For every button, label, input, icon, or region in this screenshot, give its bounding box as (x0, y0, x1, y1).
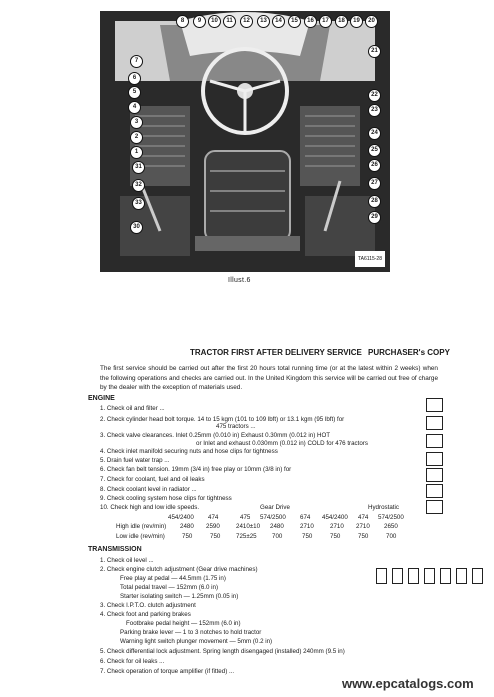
engine-heading: ENGINE (88, 395, 115, 402)
engine-check-box[interactable] (426, 434, 443, 448)
trans-item-4a: Footbrake pedal height — 152mm (6.0 in) (126, 620, 241, 627)
transmission-check-box[interactable] (472, 568, 483, 584)
transmission-check-box[interactable] (440, 568, 451, 584)
callout-31: 31 (132, 161, 145, 174)
callout-18: 18 (335, 15, 348, 28)
low-idle-label: Low idle (rev/min) (116, 533, 165, 540)
engine-check-box[interactable] (426, 416, 443, 430)
engine-item-3: 3. Check valve clearances. Inlet 0.25mm (0.010 in) Exhaust 0.30mm (0.012 in) HOT (100, 432, 331, 439)
engine-check-box[interactable] (426, 452, 443, 466)
cab-interior-drawing (100, 11, 390, 272)
high-idle-1: 2480 (180, 523, 194, 530)
trans-item-3: 3. Check I.P.T.O. clutch adjustment (100, 602, 196, 609)
engine-item-7: 7. Check for coolant, fuel and oil leaks (100, 476, 205, 483)
trans-item-4: 4. Check foot and parking brakes (100, 611, 191, 618)
model-7: 474 (358, 514, 369, 521)
callout-6: 6 (128, 72, 141, 85)
engine-item-3b: or Inlet and exhaust 0.030mm (0.012 in) COLD for 476 tractors (196, 440, 368, 447)
callout-20: 20 (365, 15, 378, 28)
watermark[interactable]: www.epcatalogs.com (342, 676, 474, 691)
callout-32: 32 (132, 179, 145, 192)
engine-check-box[interactable] (426, 398, 443, 412)
low-idle-6: 750 (330, 533, 341, 540)
low-idle-7: 750 (358, 533, 369, 540)
callout-27: 27 (368, 177, 381, 190)
transmission-check-box[interactable] (376, 568, 387, 584)
high-idle-3: 2410±10 (236, 523, 261, 530)
intro-paragraph: The first service should be carried out after the first 20 hours total running time (or at the latest within 2 weeks) when the following operations and checks are carried out. In the United Kingdom this service will be carried out free of charge by the dealer with the exception of materials used. (100, 365, 438, 392)
callout-4: 4 (128, 101, 141, 114)
high-idle-2: 2590 (206, 523, 220, 530)
callout-28: 28 (368, 195, 381, 208)
engine-item-2: 2. Check cylinder head bolt torque. 14 to 15 kgm (101 to 109 lbft) or 13.1 kgm (95 lbft) for (100, 416, 345, 423)
figure-caption: Illust.6 (228, 277, 251, 284)
trans-item-2a: Free play at pedal — 44.5mm (1.75 in) (120, 575, 226, 582)
callout-26: 26 (368, 159, 381, 172)
high-idle-8: 2650 (384, 523, 398, 530)
model-4: 574/2500 (260, 514, 286, 521)
callout-15: 15 (288, 15, 301, 28)
trans-item-4b: Parking brake lever — 1 to 3 notches to hold tractor (120, 629, 262, 636)
engine-check-box[interactable] (426, 484, 443, 498)
trans-item-6: 6. Check for oil leaks ... (100, 658, 165, 665)
callout-10: 10 (208, 15, 221, 28)
callout-19: 19 (350, 15, 363, 28)
trans-item-2b: Total pedal travel — 152mm (6.0 in) (120, 584, 219, 591)
trans-item-4c: Warning light switch plunger movement — 5mm (0.2 in) (120, 638, 273, 645)
trans-item-7: 7. Check operation of torque amplifier (if fitted) ... (100, 668, 235, 675)
callout-13: 13 (257, 15, 270, 28)
engine-item-9: 9. Check cooling system hose clips for tightness (100, 495, 232, 502)
low-idle-5: 750 (302, 533, 313, 540)
engine-item-1: 1. Check oil and filter ... (100, 405, 165, 412)
callout-7: 7 (130, 55, 143, 68)
engine-item-6: 6. Check fan belt tension. 19mm (3/4 in) free play or 10mm (3/8 in) for (100, 466, 292, 473)
callout-33: 33 (132, 197, 145, 210)
callout-12: 12 (240, 15, 253, 28)
transmission-heading: TRANSMISSION (88, 546, 142, 553)
callout-30: 30 (130, 221, 143, 234)
callout-22: 22 (368, 89, 381, 102)
transmission-check-box[interactable] (408, 568, 419, 584)
engine-item-2b: 475 tractors ... (216, 423, 256, 430)
callout-1: 1 (130, 146, 143, 159)
callout-14: 14 (272, 15, 285, 28)
high-idle-label: High idle (rev/min) (116, 523, 167, 530)
trans-item-1: 1. Check oil level ... (100, 557, 154, 564)
trans-item-2c: Starter isolating switch — 1.25mm (0.05 in) (120, 593, 239, 600)
low-idle-4: 700 (272, 533, 283, 540)
page-title: TRACTOR FIRST AFTER DELIVERY SERVICE (190, 348, 362, 357)
model-8: 574/2500 (378, 514, 404, 521)
hydrostatic-label: Hydrostatic (368, 504, 399, 511)
callout-25: 25 (368, 144, 381, 157)
low-idle-2: 750 (210, 533, 221, 540)
gear-drive-label: Gear Drive (260, 504, 290, 511)
callout-16: 16 (304, 15, 317, 28)
model-1: 454/2400 (168, 514, 194, 521)
engine-check-box[interactable] (426, 468, 443, 482)
callout-11: 11 (223, 15, 236, 28)
engine-item-10: 10. Check high and low idle speeds. (100, 504, 200, 511)
engine-check-box[interactable] (426, 500, 443, 514)
trans-item-2: 2. Check engine clutch adjustment (Gear drive machines) (100, 566, 258, 573)
model-2: 474 (208, 514, 219, 521)
high-idle-6: 2710 (330, 523, 344, 530)
high-idle-7: 2710 (356, 523, 370, 530)
callout-24: 24 (368, 127, 381, 140)
tractor-cab-photo (100, 11, 390, 272)
model-6: 454/2400 (322, 514, 348, 521)
engine-item-8: 8. Check coolant level in radiator ... (100, 486, 197, 493)
low-idle-3: 725±25 (236, 533, 257, 540)
model-3: 475 (240, 514, 251, 521)
callout-23: 23 (368, 104, 381, 117)
callout-2: 2 (130, 131, 143, 144)
callout-21: 21 (368, 45, 381, 58)
trans-item-5: 5. Check differential lock adjustment. Spring length disengaged (installed) 240mm (9.5 in) (100, 648, 345, 655)
callout-3: 3 (130, 116, 143, 129)
figure-code: TA6115-28 (358, 256, 382, 262)
copy-label: PURCHASER's COPY (368, 348, 450, 357)
callout-29: 29 (368, 211, 381, 224)
transmission-check-box[interactable] (424, 568, 435, 584)
engine-item-4: 4. Check inlet manifold securing nuts and hose clips for tightness (100, 448, 278, 455)
low-idle-1: 750 (182, 533, 193, 540)
callout-8: 8 (176, 15, 189, 28)
callout-9: 9 (193, 15, 206, 28)
low-idle-8: 700 (386, 533, 397, 540)
transmission-check-box[interactable] (392, 568, 403, 584)
callout-5: 5 (128, 86, 141, 99)
high-idle-4: 2480 (270, 523, 284, 530)
transmission-check-box[interactable] (456, 568, 467, 584)
high-idle-5: 2710 (300, 523, 314, 530)
callout-17: 17 (319, 15, 332, 28)
model-5: 674 (300, 514, 311, 521)
engine-item-5: 5. Drain fuel water trap ... (100, 457, 170, 464)
